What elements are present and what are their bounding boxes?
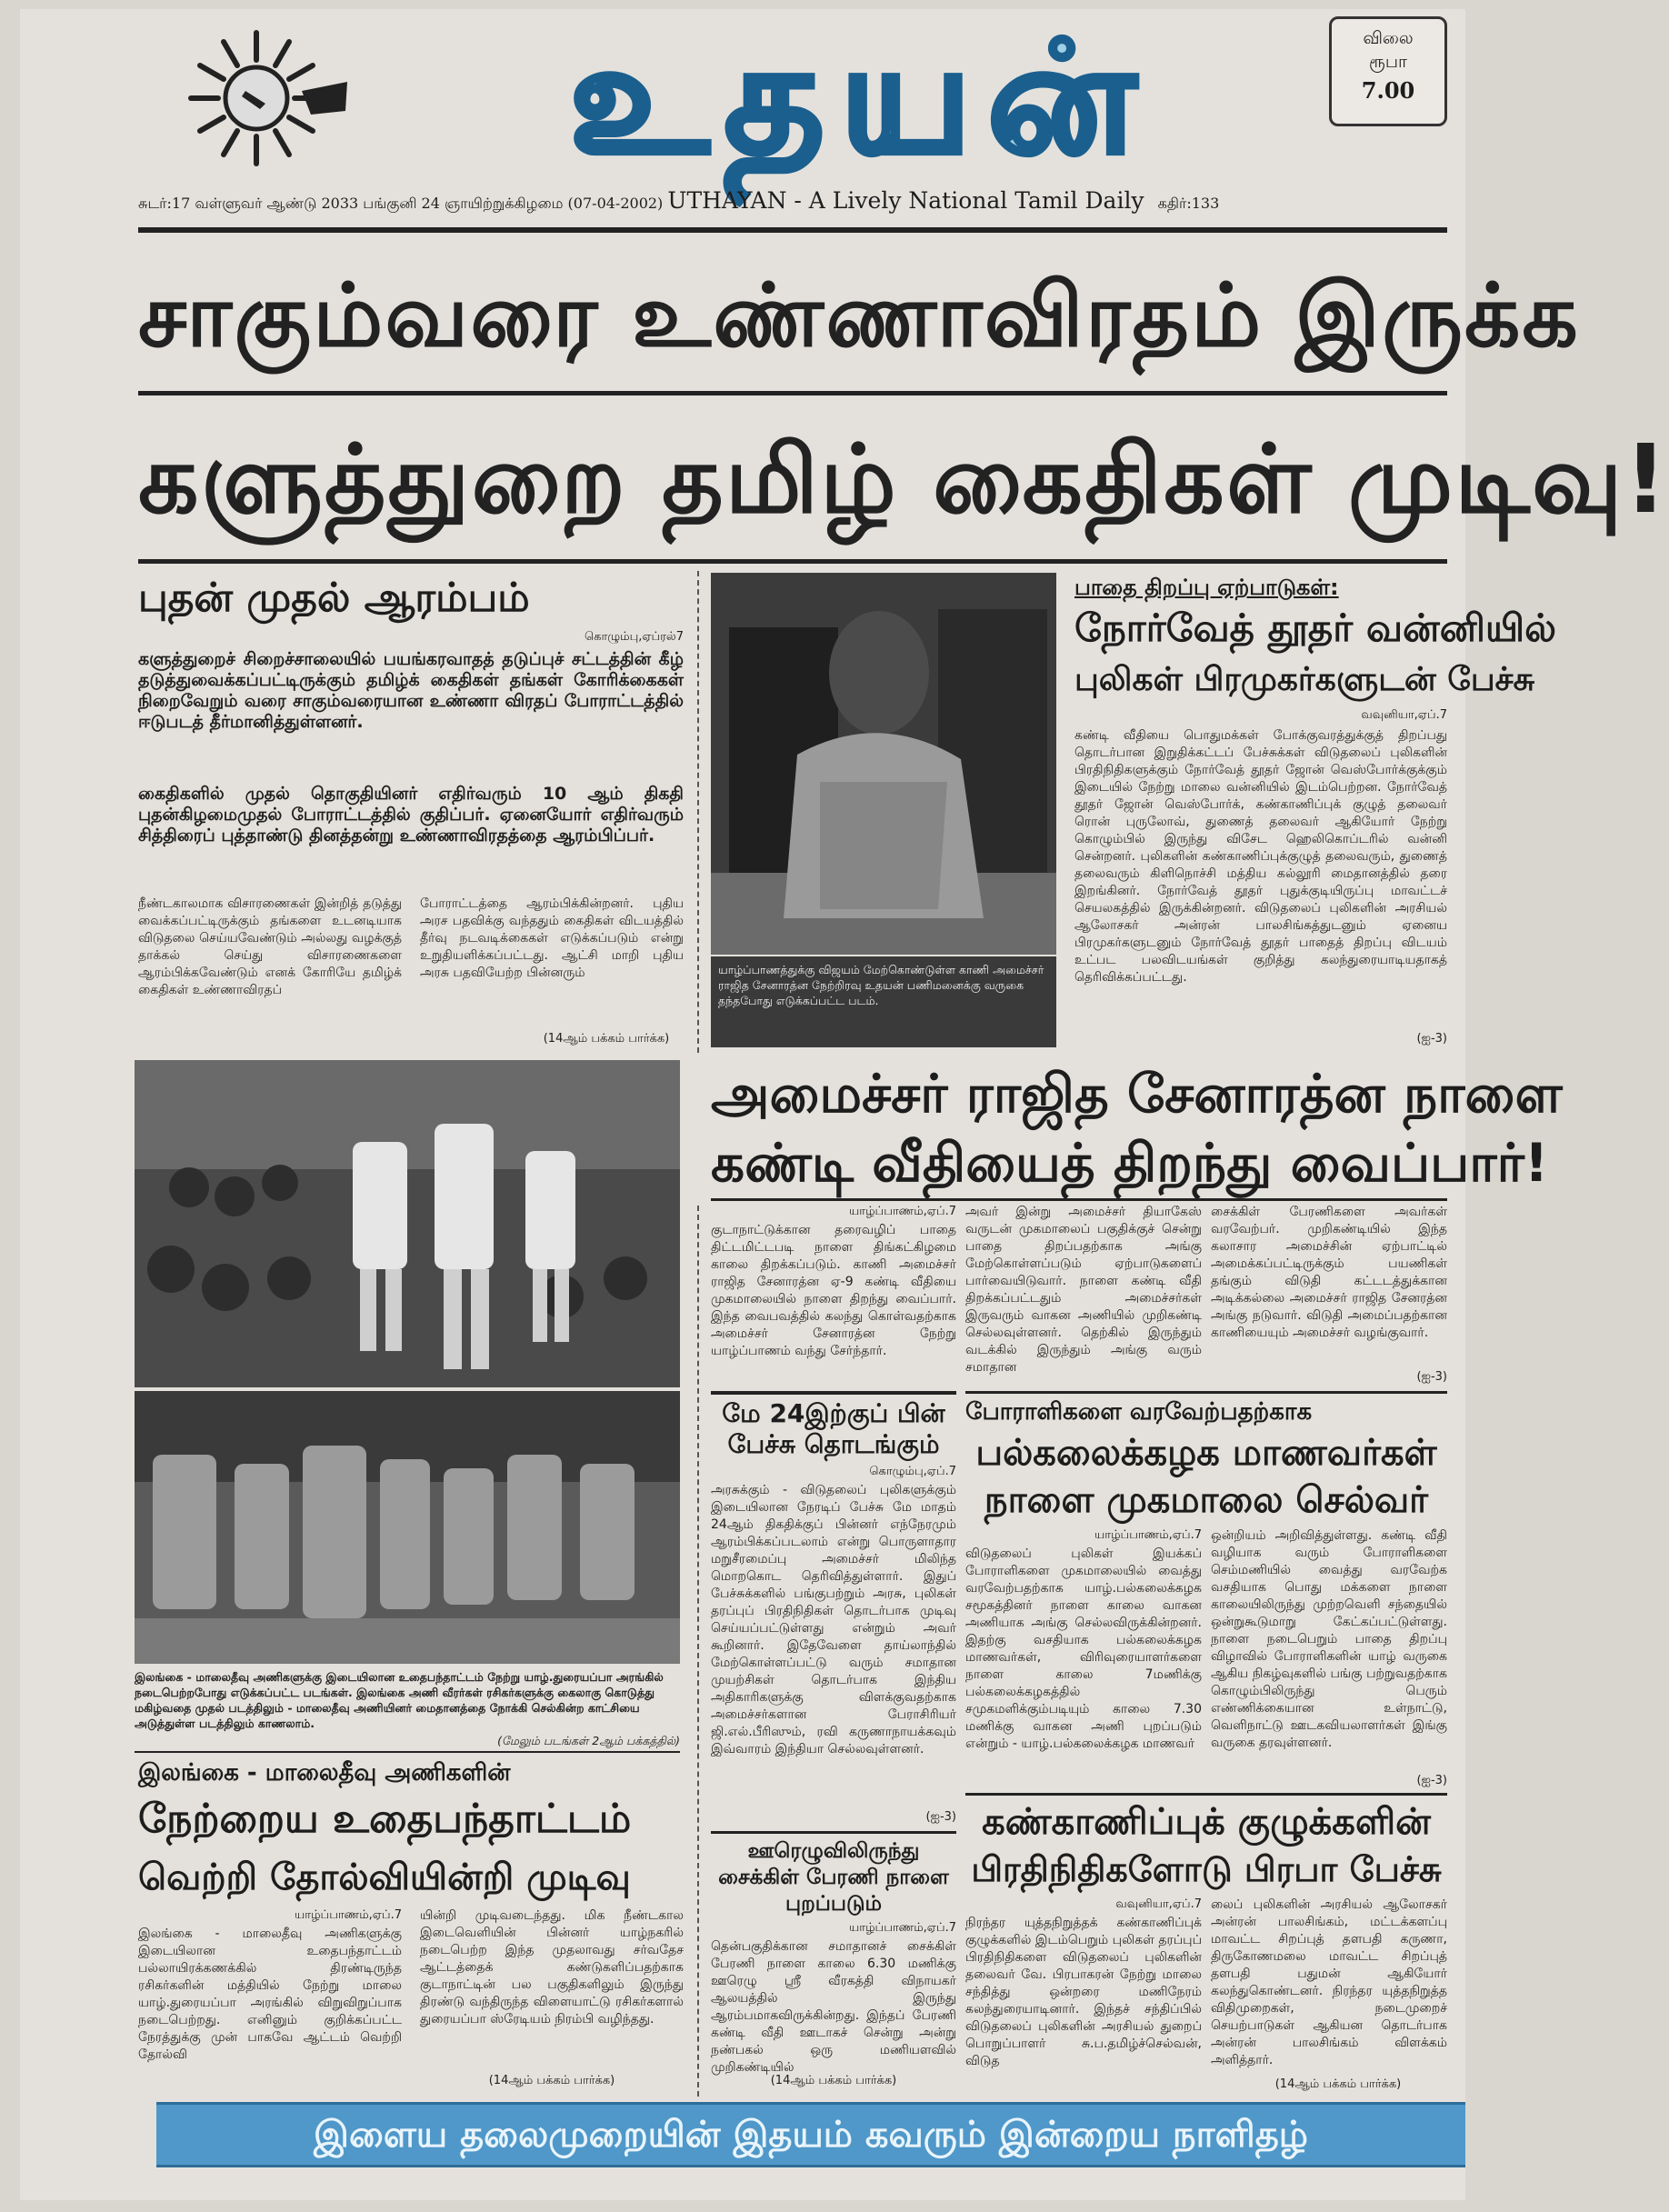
- norway-body: கண்டி வீதியை பொதுமக்கள் போக்குவரத்துக்குத் திறப்பது தொடர்பான இறுதிக்கட்டப் பேச்சுக்கள் விடுதலைப் புலிகளின் பிரதிநிதிகளுக்கும் நோர்வேத் தூதர் ஜோன் வெஸ்போர்க்குக்கும் இடையில் நேற்று மாலை வன்னியில் இடம்பெற்றன. நோர்வேத் தூதர் ஜோன் வெஸ்போர்க், கண்காணிப்புக் குழுத் தலைவர் ரொன் புருலோவ், துணைத் தலைவர் ஆகியோர் நேற்று கொழும்பில் இருந்து விசேட ஹெலிகொப்டரில் வன்னி சென்றனர். புலிகளின் கண்காணிப்புக்குழுத் தலைவரும், துணைத் தலைவரும் கிளிநொச்சி மத்திய கல்லூரி மைதானத்தில் தரை இறங்கினர். நோர்வேத் தூதர் புதுக்குடியிருப்பு மாவட்டச் செயலகத்தில் இருக்கின்றனர். விடுதலைப் புலிகளின் அரசியல் ஆலோசகர் அன்ரன் பாலசிங்கத்துடனும் ஏனைய பிரமுகர்களுடனும் நோர்வேத் தூதர் பாதைத் திறப்பு விடயம் உட்பட பலவிடயங்கள் குறித்து கலந்துரையாடியதாகத் தெரிவிக்கப்பட்டது.: [1074, 728, 1447, 985]
- cycle-body: தென்பகுதிக்கான சமாதானச் சைக்கிள் பேரணி நாளை காலை 6.30 மணிக்கு ஊரெழு ஸ்ரீ வீரகத்தி விநாயகர் ஆலயத்தில் இருந்து ஆரம்பமாகவிருக்கின்றது. இந்தப் பேரணி கண்டி வீதி ஊடாகச் சென்று அன்று நண்பகல் ஒரு மணியளவில் முறிகண்டியில்: [711, 1939, 956, 2075]
- lead-dateline: கொழும்பு,ஏப்ரல்7: [585, 630, 684, 644]
- lead-body-right: போராட்டத்தை ஆரம்பிக்கின்றனர். புதிய அரச பதவிக்கு வந்ததும் கைதிகள் விடயத்தில் தீர்வு நடவடிக்கைகள் எடுக்கப்படும் என்று உறுதியளிக்கப்பட்டது. ஆட்சி மாறி புதிய அரசு பதவியேற்ற பின்னரும்: [420, 896, 684, 980]
- masthead-logo: உதயன்: [569, 9, 1153, 187]
- monitors-headline-line2: பிரதிநிதிகளோடு பிரபா பேச்சு: [971, 1849, 1442, 1889]
- students-col-2: ஒன்றியம் அறிவித்துள்ளது. கண்டி வீதி வழியாக வரும் போராளிகளை செம்மணியில் வைத்து வரவேற்க வசதியாக பொது மக்களை நாளை காலையிலிருந்து முற்றவெளி சந்தையில் ஒன்றுகூடுமாறு கேட்கப்பட்டுள்ளது. நாளை நடைபெறும் பாதை திறப்பு விழாவில் போராளிகளின் யாழ் வருகை ஆகிய நிகழ்வுகளில் பங்கு பற்றுவதற்காக கொழும்பிலிருந்து பெரும் எண்ணிக்கையான உள்நாட்டு, வெளிநாட்டு ஊடகவியலாளர்கள் இங்கு வருகை தரவுள்ளனர்.: [1211, 1528, 1447, 1750]
- norway-headline-line1: நோர்வேத் தூதர் வன்னியில்: [1074, 606, 1556, 650]
- football-photo-2-image: [135, 1391, 680, 1664]
- students-ref: (ஐ-3): [1416, 1774, 1447, 1787]
- kandy-ref: (ஐ-3): [1416, 1370, 1447, 1384]
- price-currency: ரூபா: [1369, 52, 1407, 72]
- minister-photo: [711, 573, 1056, 955]
- monitors-continued: (14ஆம் பக்கம் பார்க்க): [1274, 2077, 1402, 2091]
- sun-emblem-icon: [165, 27, 352, 173]
- banner-headline-line1: சாகும்வரை உண்ணாவிரதம் இருக்க: [138, 265, 1580, 366]
- football-continued: (14ஆம் பக்கம் பார்க்க): [488, 2074, 615, 2087]
- kandy-col-1: குடாநாட்டுக்கான தரைவழிப் பாதை திட்டமிட்டபடி நாளை திங்கட்கிழமை காலை திறக்கப்படும். காணி அமைச்சர் ராஜித சேனாரத்ன ஏ-9 கண்டி வீதியை முகமாலையில் நாளை திறந்து வைப்பார். இந்த வைபவத்தில் கலந்து கொள்வதற்காக அமைச்சர் சேனாரத்ன நேற்று யாழ்ப்பாணம் வந்து சேர்ந்தார்.: [711, 1223, 956, 1358]
- lead-body-left: நீண்டகாலமாக விசாரணைகள் இன்றித் தடுத்து வைக்கப்பட்டிருக்கும் தங்களை உடனடியாக விடுதலை செய்யவேண்டும் அல்லது வழக்குத் தாக்கல் செய்து விசாரணைகளை ஆரம்பிக்கவேண்டும் எனக் கோரியே தமிழ்க் கைதிகள் உண்ணாவிரதப்: [138, 896, 402, 997]
- monitors-col-2: லைப் புலிகளின் அரசியல் ஆலோசகர் அன்ரன் பாலசிங்கம், மட்டக்களப்பு மாவட்ட சிறப்புத் தளபதி கருணா, திருகோணமலை மாவட்ட சிறப்புத் தளபதி பதுமன் ஆகியோர் கலந்துகொண்டனர். நிரந்தர யுத்தநிறுத்த விதிமுறைகள், நடைமுறைச் செயற்பாடுகள் ஆகியன தொடர்பாக அன்ரன் பாலசிங்கம் விளக்கம் அளித்தார்.: [1211, 1897, 1447, 2067]
- kandy-rule: [711, 1198, 1447, 1201]
- kandy-headline-line2: கண்டி வீதியைத் திறந்து வைப்பார்!: [711, 1132, 1549, 1194]
- students-headline-line1: பல்கலைக்கழக மாணவர்கள்: [975, 1432, 1437, 1474]
- monitors-dateline: வவுனியா,ஏப்.7: [1115, 1897, 1202, 1911]
- lead-continued: (14ஆம் பக்கம் பார்க்க): [543, 1032, 670, 1046]
- kandy-headline-line1: அமைச்சர் ராஜித சேனாரத்ன நாளை: [711, 1063, 1563, 1125]
- norway-kicker: பாதை திறப்பு ஏற்பாடுகள்:: [1074, 575, 1339, 600]
- banner-divider: [138, 391, 1447, 395]
- lead-headline: புதன் முதல் ஆரம்பம்: [138, 575, 530, 621]
- talks-body: அரசுக்கும் - விடுதலைப் புலிகளுக்கும் இடையிலான நேரடிப் பேச்சு மே மாதம் 24ஆம் திகதிக்குப் பின்னர் எந்நேரமும் ஆரம்பிக்கப்படலாம் என்று பொருளாதார மறுசீரமைப்பு அமைச்சர் மிலிந்த மொறகொட தெரிவித்துள்ளார். இதுப் பேச்சுக்களில் பங்குபற்றும் அரசு, புலிகள் தரப்புப் பிரதிநிதிகள் தொடர்பாக முடிவு செய்யப்பட்டுள்ளது என்றும் அவர் கூறினார். இதேவேளை தாய்லாந்தில் மேற்கொள்ளப்பட்டு வரும் சமாதான முயற்சிகள் தொடர்பாக இந்திய அதிகாரிகளுக்கு விளக்குவதற்காக அமைச்சர்களான பேராசிரியர் ஜி.எல்.பீரிஸும், ரவி கருணாநாயக்கவும் இவ்வாரம் இந்தியா செல்லவுள்ளனர்.: [711, 1483, 956, 1757]
- monitors-headline-line1: கண்காணிப்புக் குழுக்களின்: [982, 1801, 1431, 1843]
- footer-slogan-banner: இளைய தலைமுறையின் இதயம் கவரும் இன்றைய நாளிதழ்: [156, 2102, 1465, 2167]
- cycle-continued: (14ஆம் பக்கம் பார்க்க): [770, 2074, 897, 2087]
- dateline-english: UTHAYAN - A Lively National Tamil Daily: [667, 187, 1144, 214]
- football-col-2: யின்றி முடிவடைந்தது. மிக நீண்டகால இடைவெளியின் பின்னர் யாழ்நகரில் நடைபெற்ற இந்த முதலாவது சர்வதேச ஆட்டத்தைக் கண்டுகளிப்பதற்காக குடாநாட்டின் பல பகுதிகளிலும் இருந்து திரண்டு வந்திருந்த விளையாட்டு ரசிகர்களால் துரையப்பா ஸ்ரேடியம் நிரம்பி வழிந்தது.: [420, 1908, 684, 2027]
- column-divider: [697, 571, 699, 1053]
- students-kicker: போராளிகளை வரவேற்பதற்காக: [965, 1398, 1313, 1426]
- cycle-dateline: யாழ்ப்பாணம்,ஏப்.7: [849, 1921, 956, 1935]
- minister-photo-image: [711, 573, 1056, 955]
- price-value: 7.00: [1361, 77, 1415, 104]
- lead-intro-2: கைதிகளில் முதல் தொகுதியினர் எதிர்வரும் 10 ஆம் திகதி புதன்கிழமைமுதல் போராட்டத்தில் குதிப்பர். ஏனையோர் எதிர்வரும் சித்திரைப் புத்தாண்டு தினத்தன்று உண்ணாவிரதத்தை ஆரம்பிப்பர்.: [138, 784, 684, 846]
- banner-headline-line2: களுத்துறை தமிழ் கைதிகள் முடிவு!: [138, 424, 1669, 535]
- football-col-1: இலங்கை - மாலைதீவு அணிகளுக்கு இடையிலான உதைபந்தாட்டம் பல்லாயிரக்கணக்கில் திரண்டிருந்த ரசிகர்களின் மத்தியில் நேற்று மாலை யாழ்.துரையப்பா அரங்கில் விறுவிறுப்பாக நடைபெற்றது. எனினும் குறிக்கப்பட்ட நேரத்துக்கு முன் பாகவே ஆட்டம் வெற்றி தோல்வி: [138, 1927, 402, 2062]
- students-col-1: விடுதலைப் புலிகள் இயக்கப் போராளிகளை முகமாலையில் வைத்து வரவேற்பதற்காக யாழ்.பல்கலைக்கழக சமூகத்தினர் நாளை காலை வாகன அணியாக அங்கு செல்லவிருக்கின்றனர். இதற்கு வசதியாக பல்கலைக்கழக மாணவர்கள், விரிவுரையாளர்களை நாளை காலை 7மணிக்கு பல்கலைக்கழகத்தில் சமுகமளிக்கும்படியும் காலை 7.30 மணிக்கு வாகன அணி புறப்படும் என்றும் - யாழ்.பல்கலைக்கழக மாணவர்: [965, 1546, 1202, 1751]
- football-photo-caption: இலங்கை - மாலைதீவு அணிகளுக்கு இடையிலான உதைபந்தாட்டம் நேற்று யாழ்.துரையப்பா அரங்கில் நடைபெற்றபோது எடுக்கப்பட்ட படங்கள். இலங்கை அணி வீரர்கள் ரசிகர்களுக்கு கைலாகு கொடுத்து மகிழ்வதை முதல் படத்திலும் - மாலைதீவு அணியினர் மைதானத்தை நோக்கி செல்கின்ற காட்சியை அடுத்துள்ள படத்திலும் காணலாம்.: [135, 1670, 664, 1730]
- price-box: [1329, 16, 1447, 126]
- football-photo-2: [135, 1391, 680, 1664]
- monitors-col-1: நிரந்தர யுத்தநிறுத்தக் கண்காணிப்புக் குழுக்களில் இடம்பெறும் புலிகள் தரப்புப் பிரதிநிதிகளை விடுதலைப் புலிகளின் தலைவர் வே. பிரபாகரன் நேற்று மாலை சந்தித்து ஒன்றரை மணிநேரம் கலந்துரையாடினார். இந்தச் சந்திப்பில் விடுதலைப் புலிகளின் அரசியல் துறைப் பொறுப்பாளர் சு.ப.தமிழ்ச்செல்வன், விடுத: [965, 1916, 1202, 2068]
- football-headline-line2: வெற்றி தோல்வியின்றி முடிவு: [138, 1857, 631, 1898]
- students-dateline: யாழ்ப்பாணம்,ஏப்.7: [1094, 1528, 1202, 1542]
- football-dateline: யாழ்ப்பாணம்,ஏப்.7: [295, 1908, 402, 1922]
- football-kicker: இலங்கை - மாலைதீவு அணிகளின்: [138, 1759, 511, 1787]
- students-top-rule: [965, 1391, 1447, 1394]
- football-photo-caption-ref: (மேலும் படங்கள் 2ஆம் பக்கத்தில்): [497, 1734, 680, 1747]
- kandy-col-2: அவர் இன்று அமைச்சர் தியாகேஸ் வருடன் முகமாலைப் பகுதிக்குச் சென்று பாதை திறப்பதற்காக அங்கு மேற்கொள்ளப்படும் ஏற்பாடுகளைப் பார்வையிடுவார். நாளை கண்டி வீதி திறக்கப்பட்டதும் அமைச்சர்கள் இருவரும் வாகன அணியில் முறிகண்டி செல்லவுள்ளனர். தெற்கில் இருந்தும் வடக்கில் இருந்தும் அங்கு வரும் சமாதான: [965, 1205, 1202, 1375]
- talks-bottom-rule: [711, 1831, 956, 1834]
- kandy-dateline: யாழ்ப்பாணம்,ஏப்.7: [849, 1205, 956, 1218]
- football-photo-1-image: [135, 1060, 680, 1387]
- price-label: விலை: [1363, 28, 1414, 48]
- lead-intro-1: களுத்துறைச் சிறைச்சாலையில் பயங்கரவாதத் தடுப்புச் சட்டத்தின் கீழ் தடுத்துவைக்கப்பட்டிருக்கும் தமிழ்க் கைதிகள் தங்கள் கோரிக்கைகள் நிறைவேறும் வரை சாகும்வரையான உண்ணா விரதப் போராட்டத்தில் ஈடுபடத் தீர்மானித்துள்ளனர்.: [138, 649, 684, 732]
- football-photo-1: [135, 1060, 680, 1387]
- dateline-bar: [138, 187, 1447, 214]
- talks-headline: மே 24இற்குப் பின் பேச்சு தொடங்கும்: [722, 1398, 945, 1459]
- minister-photo-caption: யாழ்ப்பாணத்துக்கு விஜயம் மேற்கொண்டுள்ள காணி அமைச்சர் ராஜித சேனாரத்ன நேற்றிரவு உதயன் பணிமனைக்கு வருகை தந்தபோது எடுக்கப்பட்ட படம்.: [711, 956, 1056, 1047]
- kandy-col-3: சைக்கிள் பேரணிகளை அவர்கள் வரவேற்பர். முறிகண்டியில் இந்த கலாசார அமைச்சின் ஏற்பாட்டில் அமைக்கப்பட்டிருக்கும் பயணிகள் தங்கும் விடுதி கட்டடத்துக்கான அடிக்கல்லை அமைச்சர் ராஜித சேனரத்ன அங்கு நடுவார். விடுதி அமைப்பதற்கான காணியையும் அமைச்சர் வழங்குவார்.: [1211, 1205, 1447, 1340]
- students-headline-line2: நாளை முகமாலை செல்வர்: [984, 1479, 1429, 1521]
- norway-ref: (ஐ-3): [1416, 1032, 1447, 1046]
- football-caption-rule: [135, 1751, 680, 1753]
- talks-dateline: கொழும்பு,ஏப்.7: [869, 1465, 956, 1478]
- talks-top-rule: [711, 1391, 956, 1395]
- football-headline-line1: நேற்றைய உதைபந்தாட்டம்: [138, 1796, 632, 1842]
- banner-bottom-rule: [138, 559, 1447, 564]
- column-divider-2: [697, 1206, 699, 2097]
- newspaper-page: [20, 9, 1669, 2200]
- cycle-headline: ஊரெழுவிலிருந்து சைக்கிள் பேரணி நாளை புறப்படும்: [718, 1839, 949, 1916]
- issue-number: கதிர்:133: [1157, 195, 1220, 212]
- talks-ref: (ஐ-3): [925, 1810, 956, 1824]
- dateline-tamil: சுடர்:17 வள்ளுவர் ஆண்டு 2033 பங்குனி 24 ஞாயிற்றுக்கிழமை (07-04-2002): [138, 195, 664, 212]
- masthead-rule: [138, 227, 1447, 233]
- norway-dateline: வவுனியா,ஏப்.7: [1361, 708, 1447, 722]
- monitors-top-rule: [965, 1793, 1447, 1796]
- norway-headline-line2: புலிகள் பிரமுகர்களுடன் பேச்சு: [1074, 661, 1535, 698]
